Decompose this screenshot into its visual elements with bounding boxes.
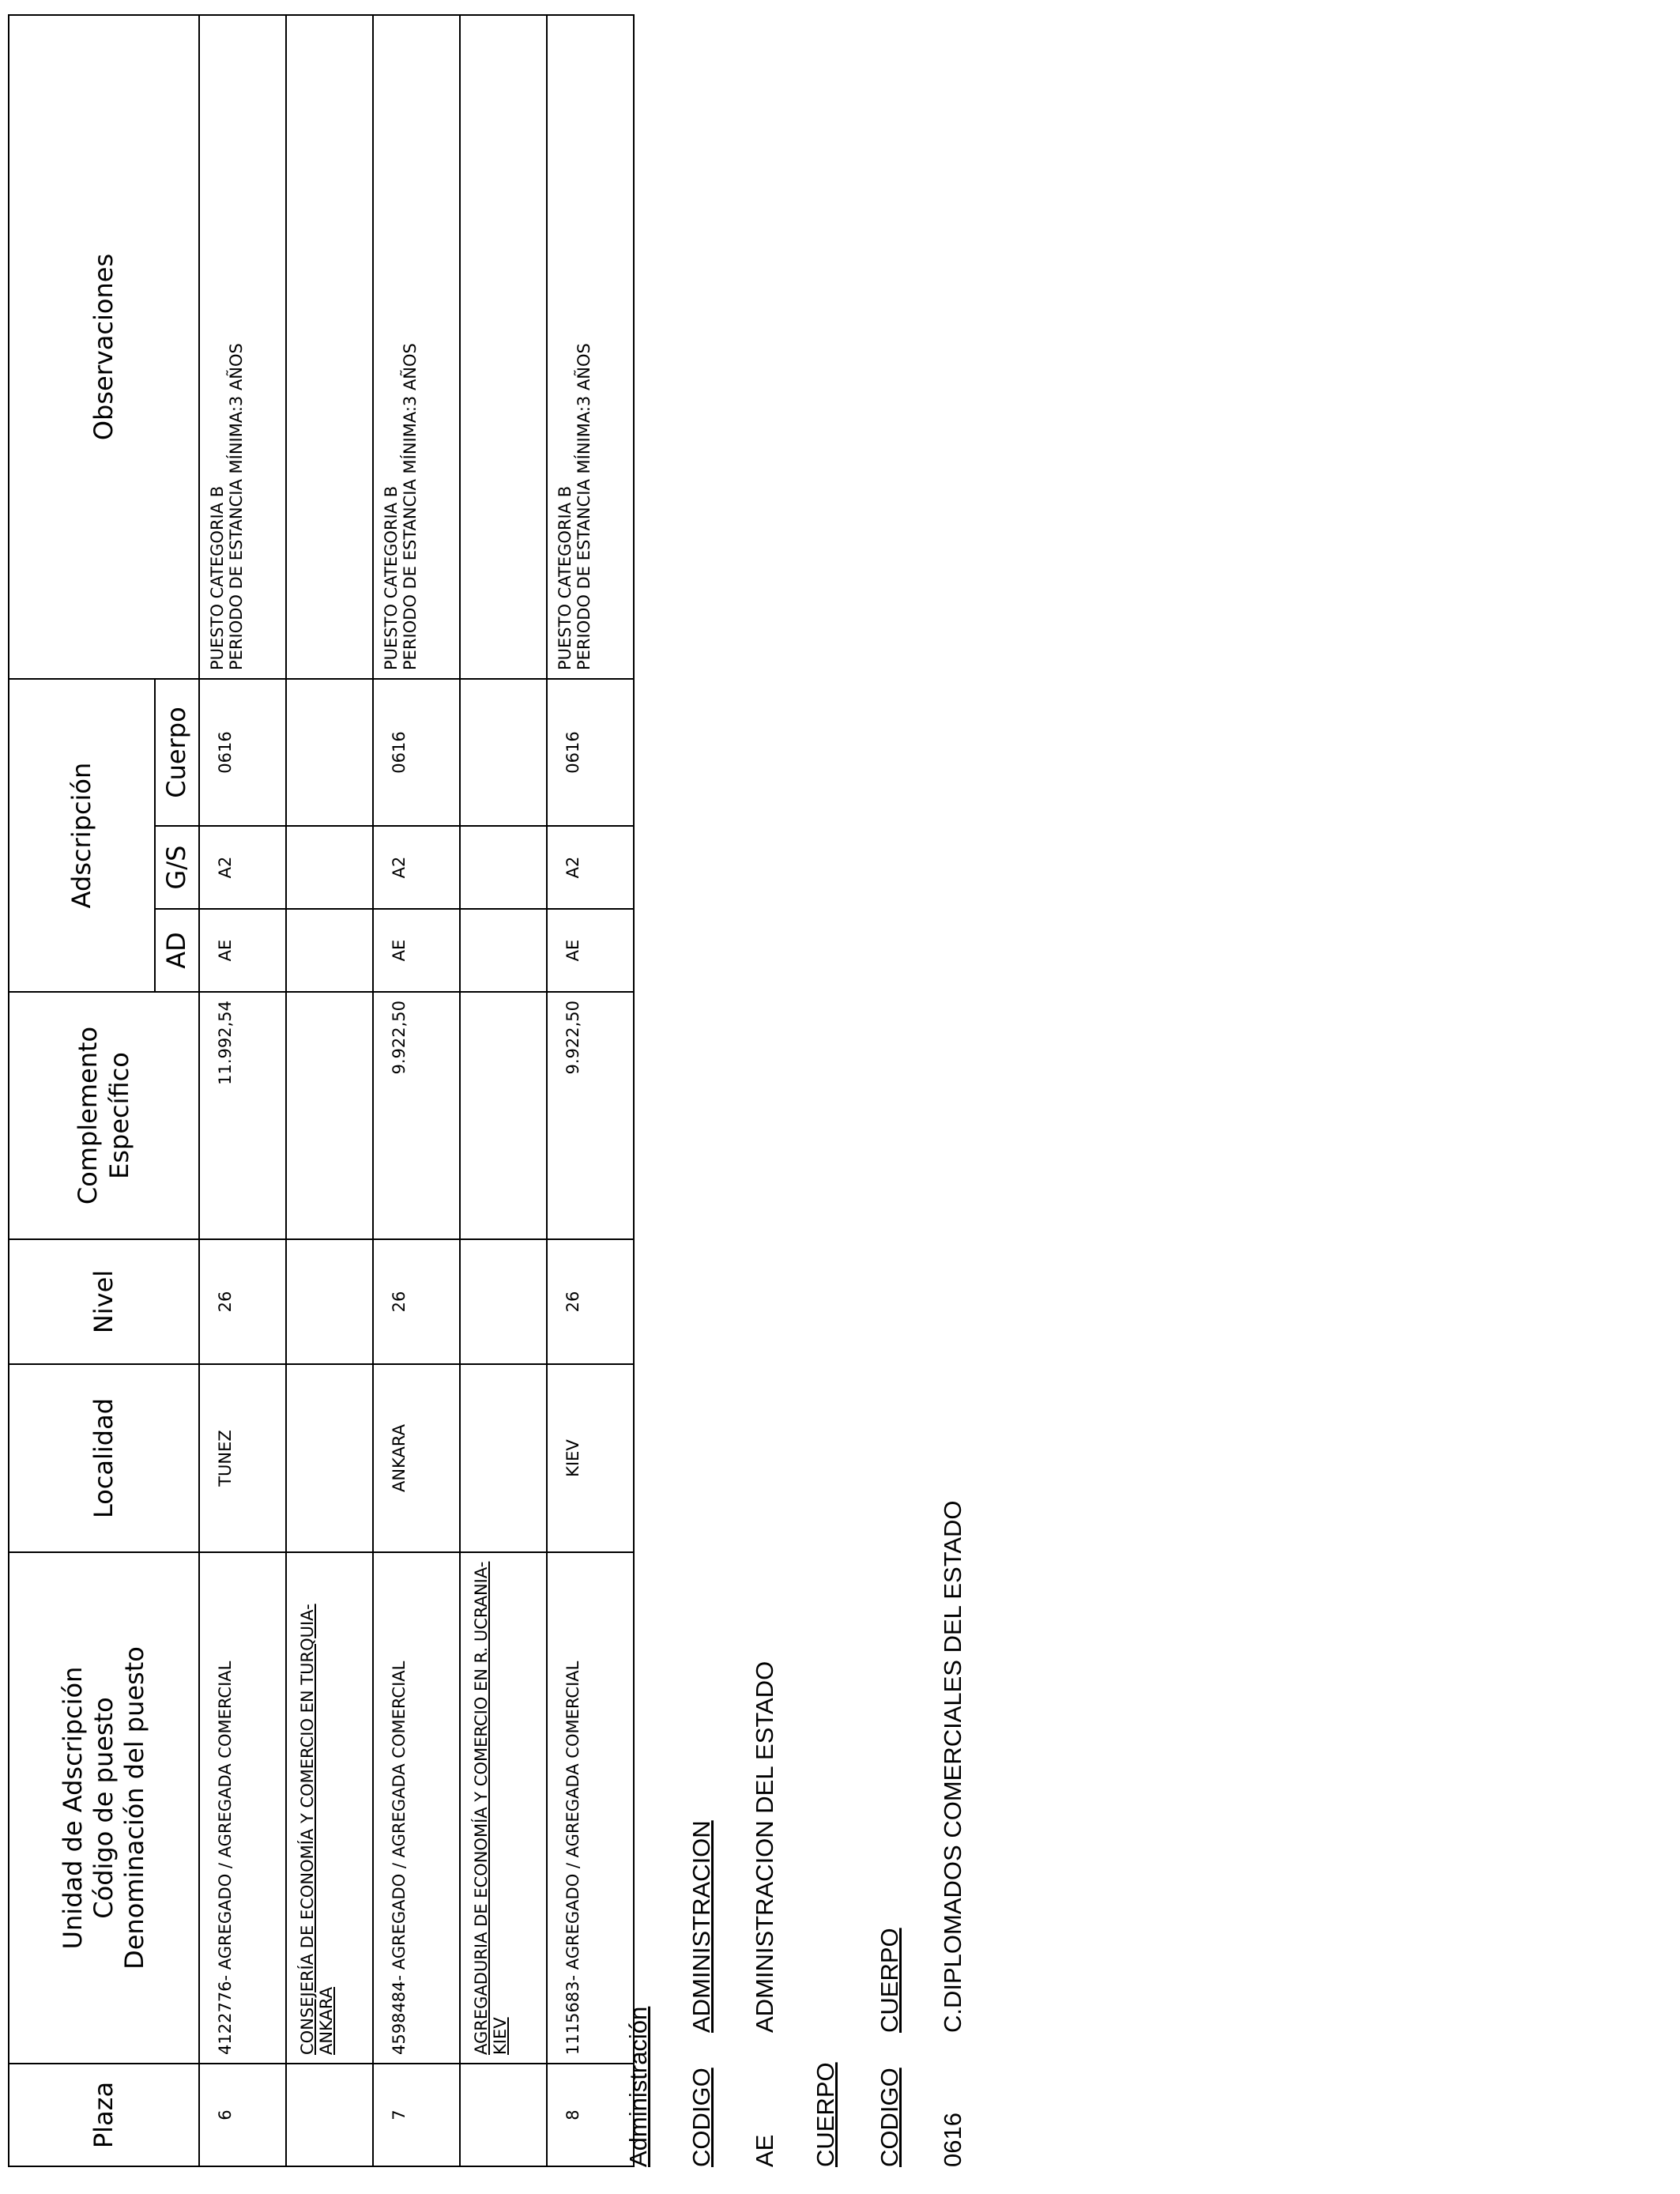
cell-observaciones <box>373 15 460 679</box>
cell-complemento: 9.922,50 <box>547 992 634 1239</box>
cell-gs: A2 <box>547 826 634 909</box>
header-unidad-line1: Unidad de Adscripción <box>57 1666 88 1950</box>
header-complemento-line1: Complemento <box>73 1026 104 1205</box>
header-nivel: Nivel <box>9 1239 199 1364</box>
cell-unidad: AGREGADURIA DE ECONOMÍA Y COMERCIO EN R. UCRANIA-KIEV <box>460 1552 547 2064</box>
cell-cuerpo: 0616 <box>199 679 286 826</box>
header-adscripcion: Adscripción <box>9 679 155 992</box>
obs-estancia: PERIODO DE ESTANCIA MÍNIMA:3 AÑOS <box>227 343 246 670</box>
obs-categoria: PUESTO CATEGORIA B <box>208 485 227 670</box>
header-cuerpo: Cuerpo <box>155 679 199 826</box>
obs-categoria: PUESTO CATEGORIA B <box>382 485 401 670</box>
legend-codigo-label: CODIGO <box>687 2068 715 2167</box>
cell-gs: A2 <box>373 826 460 909</box>
legend-ae-desc: ADMINISTRACION DEL ESTADO <box>751 1661 778 2033</box>
obs-estancia: PERIODO DE ESTANCIA MÍNIMA:3 AÑOS <box>401 343 420 670</box>
legend-cuerpo-desc: C.DIPLOMADOS COMERCIALES DEL ESTADO <box>939 1500 966 2033</box>
header-unidad-line2: Código de puesto <box>88 1697 119 1919</box>
cell-localidad: TUNEZ <box>199 1364 286 1552</box>
obs-categoria: PUESTO CATEGORIA B <box>556 485 574 670</box>
cell-puesto: 4122776- AGREGADO / AGREGADA COMERCIAL <box>199 1552 286 2064</box>
positions-table <box>8 14 635 2167</box>
legend-cuerpo-title: CUERPO <box>812 2062 839 2167</box>
cell-complemento: 9.922,50 <box>373 992 460 1239</box>
legend-administracion-title: Administración <box>624 2006 652 2167</box>
cell-puesto: 1115683- AGREGADO / AGREGADA COMERCIAL <box>547 1552 634 2064</box>
table-row <box>373 15 460 2166</box>
cell-localidad: KIEV <box>547 1364 634 1552</box>
cell-observaciones <box>547 15 634 679</box>
legend-codigo-label2: CODIGO <box>876 2068 903 2167</box>
cell-nivel: 26 <box>547 1239 634 1364</box>
header-complemento-line2: Específico <box>104 1052 134 1179</box>
cell-ad: AE <box>373 909 460 992</box>
header-complemento <box>9 992 199 1239</box>
cell-ad: AE <box>199 909 286 992</box>
legend-ae-code: AE <box>751 2134 778 2167</box>
cell-ad: AE <box>547 909 634 992</box>
table-row <box>199 15 286 2166</box>
cell-cuerpo: 0616 <box>547 679 634 826</box>
cell-localidad: ANKARA <box>373 1364 460 1552</box>
cell-nivel: 26 <box>199 1239 286 1364</box>
cell-plaza: 8 <box>547 2064 634 2166</box>
cell-gs: A2 <box>199 826 286 909</box>
header-ad: AD <box>155 909 199 992</box>
header-plaza: Plaza <box>9 2064 199 2166</box>
header-unidad-line3: Denominación del puesto <box>119 1646 150 1970</box>
obs-estancia: PERIODO DE ESTANCIA MÍNIMA:3 AÑOS <box>574 343 593 670</box>
cell-puesto: 4598484- AGREGADO / AGREGADA COMERCIAL <box>373 1552 460 2064</box>
cell-plaza: 7 <box>373 2064 460 2166</box>
cell-complemento: 11.992,54 <box>199 992 286 1239</box>
header-observaciones: Observaciones <box>9 15 199 679</box>
header-localidad: Localidad <box>9 1364 199 1552</box>
cell-unidad: CONSEJERÍA DE ECONOMÍA Y COMERCIO EN TURQUIA-ANKARA <box>286 1552 373 2064</box>
legend-cuerpo-label: CUERPO <box>876 1928 903 2033</box>
header-gs: G/S <box>155 826 199 909</box>
cell-nivel: 26 <box>373 1239 460 1364</box>
cell-cuerpo: 0616 <box>373 679 460 826</box>
legend-cuerpo-code: 0616 <box>939 2113 966 2167</box>
table-row <box>547 15 634 2166</box>
table-row-unit <box>286 15 373 2166</box>
cell-observaciones <box>199 15 286 679</box>
legend-administracion-label: ADMINISTRACION <box>687 1820 715 2033</box>
header-unidad <box>9 1552 199 2064</box>
table-row-unit <box>460 15 547 2166</box>
cell-plaza: 6 <box>199 2064 286 2166</box>
